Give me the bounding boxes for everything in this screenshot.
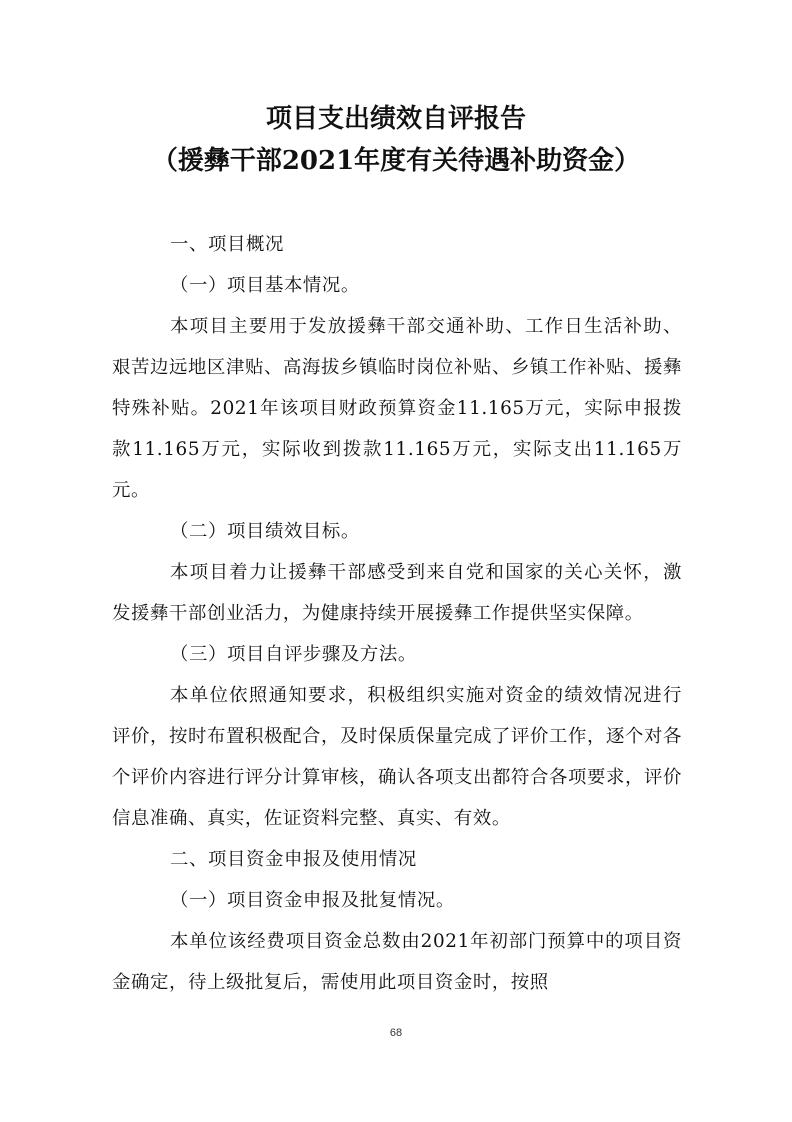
paragraph-project-basics: 本项目主要用于发放援彝干部交通补助、工作日生活补助、艰苦边远地区津贴、高海拔乡镇临时岗位补贴、乡镇工作补贴、援彝特殊补贴。2021年该项目财政预算资金11.165万元，实际申报拨款11.165万元，实际收到拨款11.165万元，实际支出11.165万元。: [112, 316, 682, 501]
report-body: [112, 224, 682, 1003]
report-title: 项目支出绩效自评报告: [265, 104, 526, 134]
page-number: 68: [389, 1027, 403, 1039]
paragraph-performance-goals: 本项目着力让援彝干部感受到来自党和国家的关心关怀，激发援彝干部创业活力，为健康持续开展援彝工作提供坚实保障。: [112, 562, 682, 624]
subsection-heading-2-1: （一）项目资金申报及批复情况。: [170, 890, 455, 911]
subsection-heading-1-2: （二）项目绩效目标。: [170, 521, 360, 542]
section-heading-1: 一、项目概况: [170, 234, 284, 255]
report-subtitle: （援彝干部2021年度有关待遇补助资金）: [151, 146, 641, 176]
paragraph-evaluation-method: 本单位依照通知要求，积极组织实施对资金的绩效情况进行评价，按时布置积极配合，及时保质保量完成了评价工作，逐个对各个评价内容进行评分计算审核，确认各项支出都符合各项要求，评价信息准确、真实，佐证资料完整、真实、有效。: [112, 685, 682, 829]
subsection-heading-1-3: （三）项目自评步骤及方法。: [170, 644, 417, 665]
subsection-heading-1-1: （一）项目基本情况。: [170, 275, 360, 296]
section-heading-2: 二、项目资金申报及使用情况: [170, 849, 417, 870]
paragraph-fund-application: 本单位该经费项目资金总数由2021年初部门预算中的项目资金确定，待上级批复后，需使用此项目资金时，按照: [112, 931, 682, 993]
